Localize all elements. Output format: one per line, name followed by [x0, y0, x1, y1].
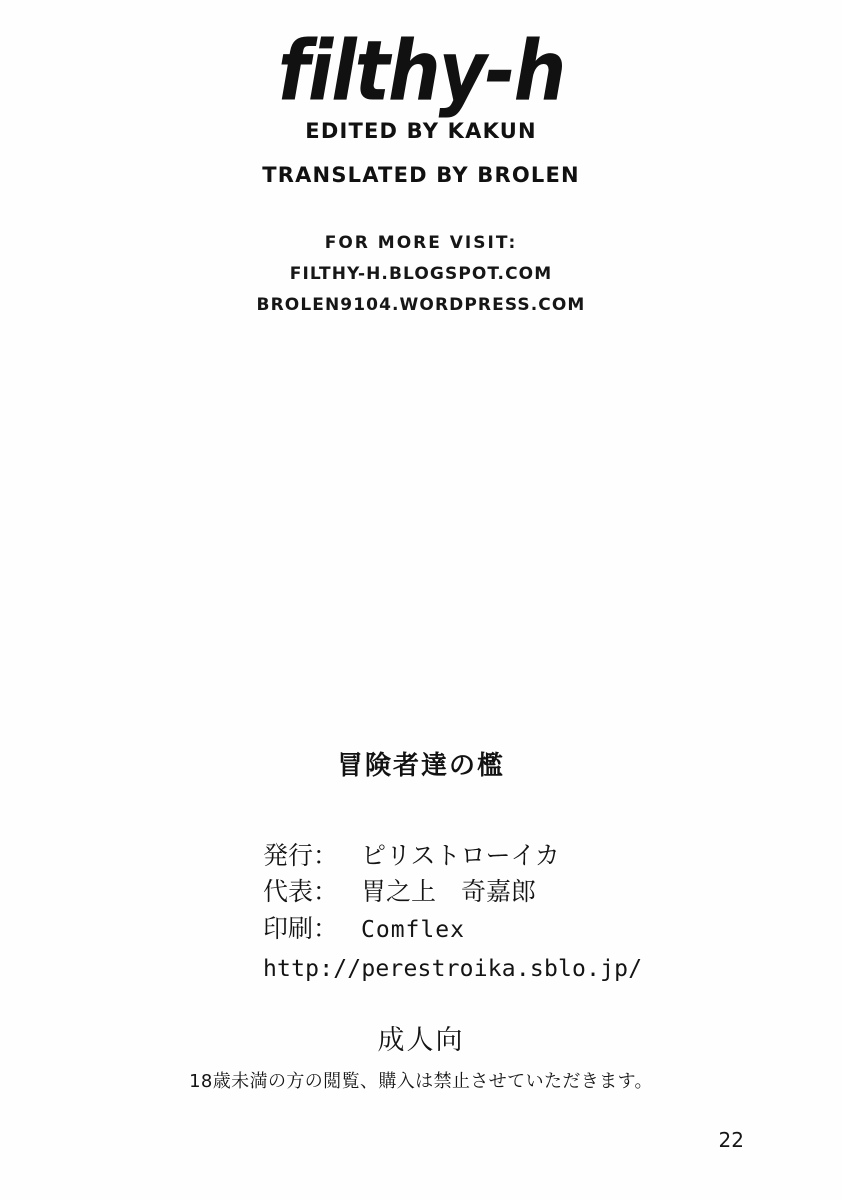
- imprint-value: Comflex: [361, 916, 465, 943]
- imprint-list: [0, 838, 842, 986]
- imprint-row-printer: [263, 911, 842, 947]
- adult-notice-body: 18歳未満の方の閲覧、購入は禁止させていただきます。: [189, 1071, 653, 1092]
- translated-by-line: TRANSLATED BY BROLEN: [262, 163, 580, 188]
- colophon-block: [0, 745, 842, 986]
- edited-by-line: EDITED BY KAKUN: [305, 119, 537, 143]
- imprint-key: 発行：: [263, 841, 339, 870]
- blog-url-blogspot[interactable]: FILTHY-H.BLOGSPOT.COM: [289, 264, 553, 285]
- adult-notice-heading: 成人向: [377, 1025, 465, 1056]
- imprint-value: ピリストローイカ: [361, 841, 560, 870]
- imprint-key: 代表：: [263, 877, 339, 907]
- imprint-value: 胃之上 奇嘉郎: [361, 877, 537, 907]
- page-number: 22: [718, 1128, 744, 1152]
- imprint-row-representative: [263, 874, 842, 910]
- publisher-url[interactable]: http://perestroika.sblo.jp/: [263, 955, 643, 982]
- adult-notice: [0, 1018, 842, 1093]
- blog-url-wordpress[interactable]: BROLEN9104.WORDPRESS.COM: [256, 295, 586, 316]
- imprint-row-publisher: [263, 838, 842, 874]
- visit-block: [0, 230, 842, 320]
- filthy-h-logo: filthy-h: [277, 23, 565, 120]
- credits-block: [0, 23, 842, 320]
- visit-label: FOR MORE VISIT:: [324, 233, 518, 254]
- imprint-key: 印刷：: [263, 913, 339, 943]
- work-title: 冒険者達の檻: [336, 751, 505, 781]
